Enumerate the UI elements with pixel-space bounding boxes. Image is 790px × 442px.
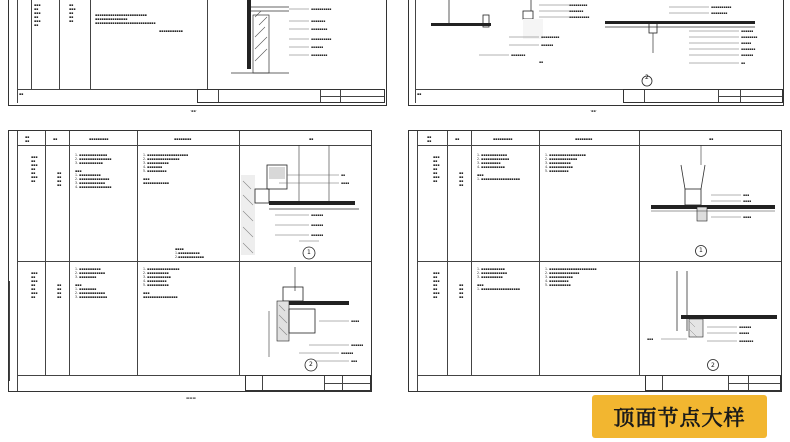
svg-text:▪▪▪▪▪▪▪▪: ▪▪▪▪▪▪▪▪	[311, 53, 328, 57]
svg-text:▪▪▪▪▪▪▪: ▪▪▪▪▪▪▪	[569, 9, 584, 13]
svg-text:▪▪: ▪▪	[741, 61, 746, 65]
header-text: ▪▪	[455, 137, 460, 141]
spec-text: ▪▪ ▪▪ ▪▪ ▪▪	[459, 171, 464, 187]
column-line	[59, 0, 60, 89]
svg-text:▪▪▪▪▪▪▪: ▪▪▪▪▪▪▪	[739, 339, 754, 343]
title-block	[645, 375, 781, 391]
header-text: ▪▪▪▪▪▪▪▪▪	[89, 137, 109, 141]
header-text: ▪▪ ▪▪	[25, 135, 30, 143]
svg-text:▪▪▪▪▪▪: ▪▪▪▪▪▪	[741, 29, 754, 33]
svg-text:▪▪▪▪▪▪: ▪▪▪▪▪▪	[341, 351, 354, 355]
svg-text:▪▪▪▪▪▪▪: ▪▪▪▪▪▪▪	[311, 19, 326, 23]
ceiling-detail-drawing-1	[641, 145, 781, 261]
sheet-border-line	[17, 0, 18, 103]
spec-text: 1. ▪▪▪▪▪▪▪▪▪▪▪▪▪ 2. ▪▪▪▪▪▪▪▪▪▪▪▪▪▪▪ 3. ▪▪▪▪▪▪▪▪▪▪▪ ▪▪▪ 1. ▪▪▪▪▪▪▪▪▪▪ 2. ▪▪▪▪▪▪▪▪▪▪▪▪▪▪ 3. ▪▪▪▪▪▪▪▪▪▪▪▪ 4. ▪▪▪▪▪▪▪▪▪▪▪▪▪▪▪	[75, 153, 112, 189]
svg-text:▪▪▪▪▪▪: ▪▪▪▪▪▪	[311, 233, 324, 237]
column-line	[447, 131, 448, 375]
spec-text: 1. ▪▪▪▪▪▪▪▪▪▪▪▪▪▪▪▪▪▪▪ 2. ▪▪▪▪▪▪▪▪▪▪▪▪▪▪▪ 3. ▪▪▪▪▪▪▪▪▪▪ 4. ▪▪▪▪▪▪▪ 5. ▪▪▪▪▪▪▪▪▪ ▪▪▪ ▪▪▪▪▪▪▪▪▪▪▪▪	[143, 153, 189, 185]
detail-number: 2	[309, 361, 313, 368]
ceiling-detail-drawing-2	[641, 261, 781, 375]
svg-text:▪▪▪▪▪: ▪▪▪▪▪	[739, 331, 750, 335]
row-label: ▪▪	[417, 92, 422, 96]
spec-text: ▪▪ ▪▪ ▪▪ ▪▪	[57, 283, 62, 299]
page-footer-mark: ▬▬▬	[186, 396, 196, 400]
detail-number: 2	[645, 74, 649, 81]
svg-text:▪▪▪: ▪▪▪	[351, 359, 358, 363]
sheet-border-line	[415, 0, 416, 103]
row-label: ▪▪	[19, 92, 24, 96]
svg-text:▪▪▪▪▪▪▪▪▪▪: ▪▪▪▪▪▪▪▪▪▪	[711, 5, 732, 9]
spec-text: ▪▪ ▪▪ ▪▪ ▪▪	[57, 171, 62, 187]
spec-text: ▪▪▪ ▪▪ ▪▪▪ ▪▪ ▪▪▪ ▪▪	[34, 3, 41, 27]
svg-text:▪▪▪▪: ▪▪▪▪	[743, 199, 752, 203]
title-block	[197, 89, 385, 103]
column-line	[31, 0, 32, 89]
spec-text: ▪▪▪▪ 1.▪▪▪▪▪▪▪▪▪▪ 2.▪▪▪▪▪▪▪▪▪▪▪▪	[175, 247, 204, 259]
spec-text: 1. ▪▪▪▪▪▪▪▪▪▪▪▪▪▪▪ 2. ▪▪▪▪▪▪▪▪▪▪ 3. ▪▪▪▪▪▪▪▪▪▪▪ 4. ▪▪▪▪▪▪▪▪▪ 5. ▪▪▪▪▪▪▪▪▪▪ ▪▪▪ ▪▪▪▪▪▪▪▪▪▪▪▪▪▪▪▪	[143, 267, 180, 299]
svg-text:▪▪▪▪▪▪▪▪: ▪▪▪▪▪▪▪▪	[741, 35, 758, 39]
svg-text:▪▪▪▪: ▪▪▪▪	[743, 215, 752, 219]
svg-text:▪▪▪▪▪▪: ▪▪▪▪▪▪	[351, 343, 364, 347]
spec-text: ▪▪ ▪▪▪ ▪▪ ▪▪ ▪▪	[69, 3, 76, 23]
column-line	[639, 131, 640, 375]
spec-text: 1. ▪▪▪▪▪▪▪▪▪▪ 2. ▪▪▪▪▪▪▪▪▪▪▪▪ 3. ▪▪▪▪▪▪▪▪ ▪▪▪ 1. ▪▪▪▪▪▪▪▪ 2. ▪▪▪▪▪▪▪▪▪▪▪▪ 3. ▪▪▪▪▪▪▪▪▪▪▪▪▪	[75, 267, 108, 299]
drawing-sheet-top-left	[8, 0, 387, 106]
header-text: ▪▪	[709, 137, 714, 141]
spec-text: ▪▪ ▪▪ ▪▪ ▪▪	[459, 283, 464, 299]
column-line	[90, 0, 91, 89]
svg-text:▪▪▪▪▪▪▪: ▪▪▪▪▪▪▪	[511, 53, 526, 57]
svg-text:▪▪▪▪▪▪▪▪▪▪: ▪▪▪▪▪▪▪▪▪▪	[311, 7, 332, 11]
column-line	[45, 131, 46, 375]
header-text: ▪▪	[53, 137, 58, 141]
svg-text:▪▪▪: ▪▪▪	[647, 337, 654, 341]
ceiling-detail-drawing	[209, 0, 385, 89]
detail-number: 2	[711, 362, 715, 369]
title-block-line	[324, 383, 370, 384]
svg-text:▪▪▪▪: ▪▪▪▪	[341, 181, 350, 185]
column-line	[137, 131, 138, 375]
section-title-text: 顶面节点大样	[613, 405, 746, 430]
header-text: ▪▪▪▪▪▪▪▪	[575, 137, 593, 141]
title-block-line	[662, 376, 663, 390]
column-line	[539, 131, 540, 375]
svg-text:▪▪▪▪▪▪▪▪▪: ▪▪▪▪▪▪▪▪▪	[569, 3, 588, 7]
svg-text:▪▪▪▪▪▪▪▪▪: ▪▪▪▪▪▪▪▪▪	[541, 35, 560, 39]
spec-text: ▪▪▪ ▪▪ ▪▪▪ ▪▪ ▪▪ ▪▪▪ ▪▪	[31, 271, 38, 299]
spec-text: ▪▪▪ ▪▪ ▪▪▪ ▪▪ ▪▪ ▪▪▪ ▪▪	[31, 155, 38, 183]
drawing-sheet-bottom-right	[408, 130, 782, 392]
svg-text:▪▪▪▪▪▪▪▪▪▪: ▪▪▪▪▪▪▪▪▪▪	[311, 37, 332, 41]
svg-text:▪▪▪▪▪▪▪▪: ▪▪▪▪▪▪▪▪	[311, 27, 328, 31]
spec-text: 1. ▪▪▪▪▪▪▪▪▪▪▪▪▪▪▪▪▪ 2. ▪▪▪▪▪▪▪▪▪▪▪▪▪ 3. ▪▪▪▪▪▪▪▪▪▪ 4. ▪▪▪▪▪▪▪▪▪▪▪ 5. ▪▪▪▪▪▪▪▪▪	[545, 153, 586, 173]
svg-text:▪▪▪▪: ▪▪▪▪	[351, 319, 360, 323]
ceiling-detail-drawing	[419, 0, 779, 89]
spec-text: ▪▪▪▪▪▪▪▪▪▪▪	[159, 29, 183, 33]
spec-text: 1. ▪▪▪▪▪▪▪▪▪▪▪ 2. ▪▪▪▪▪▪▪▪▪▪▪▪ 3. ▪▪▪▪▪▪▪▪▪▪ ▪▪▪ 1. ▪▪▪▪▪▪▪▪▪▪▪▪▪▪▪▪▪▪	[477, 267, 520, 291]
ceiling-detail-drawing-1	[239, 145, 371, 261]
side-strip-line	[9, 281, 10, 381]
header-text: ▪▪▪▪▪▪▪▪▪	[493, 137, 513, 141]
page-footer-mark: ·▪▪·	[590, 109, 597, 113]
title-block	[623, 89, 783, 103]
svg-text:▪▪▪▪▪▪: ▪▪▪▪▪▪	[311, 223, 324, 227]
section-title-banner	[592, 395, 767, 438]
title-block-line	[320, 96, 384, 97]
svg-text:▪▪▪▪▪▪▪▪▪▪: ▪▪▪▪▪▪▪▪▪▪	[569, 15, 590, 19]
title-block-line	[728, 383, 780, 384]
svg-text:▪▪: ▪▪	[341, 173, 346, 177]
page-footer-mark: ·▪▪·	[190, 109, 197, 113]
title-block	[245, 375, 371, 391]
title-block-line	[218, 90, 219, 102]
svg-text:▪▪▪▪▪▪▪▪: ▪▪▪▪▪▪▪▪	[711, 11, 728, 15]
title-block-line	[718, 96, 782, 97]
header-text: ▪▪▪▪▪▪▪▪	[174, 137, 192, 141]
title-block-line	[644, 90, 645, 102]
title-block-line	[262, 376, 263, 390]
svg-text:▪▪▪▪▪: ▪▪▪▪▪	[741, 41, 752, 45]
detail-number: 1	[307, 249, 311, 256]
spec-text: ▪▪▪ ▪▪ ▪▪▪ ▪▪ ▪▪ ▪▪▪ ▪▪	[433, 271, 440, 299]
svg-text:▪▪▪▪▪▪: ▪▪▪▪▪▪	[311, 45, 324, 49]
column-line	[69, 131, 70, 375]
spec-text: 1. ▪▪▪▪▪▪▪▪▪▪▪▪▪▪▪▪▪▪▪▪▪▪ 2. ▪▪▪▪▪▪▪▪▪▪▪▪▪▪ 3. ▪▪▪▪▪▪▪▪▪▪▪ 4. ▪▪▪▪▪▪▪▪▪ 5. ▪▪▪▪▪▪▪▪▪▪	[545, 267, 597, 287]
svg-text:▪▪▪▪▪▪: ▪▪▪▪▪▪	[741, 53, 754, 57]
drawing-sheet-top-right	[408, 0, 784, 106]
spec-text: ▪▪▪ ▪▪ ▪▪▪ ▪▪ ▪▪ ▪▪▪ ▪▪	[433, 155, 440, 183]
svg-text:▪▪▪▪▪▪: ▪▪▪▪▪▪	[311, 213, 324, 217]
svg-text:▪▪: ▪▪	[539, 60, 544, 64]
spec-text: ▪▪▪▪▪▪▪▪▪▪▪▪▪▪▪▪▪▪▪▪▪▪▪▪ ▪▪▪▪▪▪▪▪▪▪▪▪▪▪▪ ▪▪▪▪▪▪▪▪▪▪▪▪▪▪▪▪▪▪▪▪▪▪▪▪▪▪▪▪	[95, 13, 156, 25]
column-line	[471, 131, 472, 375]
drawing-sheet-bottom-left	[8, 130, 372, 392]
header-text: ▪▪ ▪▪	[427, 135, 432, 143]
header-text: ▪▪	[309, 137, 314, 141]
svg-text:▪▪▪▪▪▪▪: ▪▪▪▪▪▪▪	[741, 47, 756, 51]
svg-text:▪▪▪▪▪▪: ▪▪▪▪▪▪	[739, 325, 752, 329]
svg-text:▪▪▪▪▪▪: ▪▪▪▪▪▪	[541, 43, 554, 47]
spec-text: 1. ▪▪▪▪▪▪▪▪▪▪▪▪ 2. ▪▪▪▪▪▪▪▪▪▪▪▪▪ 3. ▪▪▪▪▪▪▪▪▪ 4. ▪▪▪▪▪▪▪▪▪▪▪ ▪▪▪ 1. ▪▪▪▪▪▪▪▪▪▪▪▪▪▪▪▪▪▪	[477, 153, 520, 181]
svg-text:▪▪▪: ▪▪▪	[743, 193, 750, 197]
ceiling-detail-drawing-2	[239, 261, 371, 375]
column-line	[207, 0, 208, 89]
detail-number: 1	[699, 247, 703, 254]
